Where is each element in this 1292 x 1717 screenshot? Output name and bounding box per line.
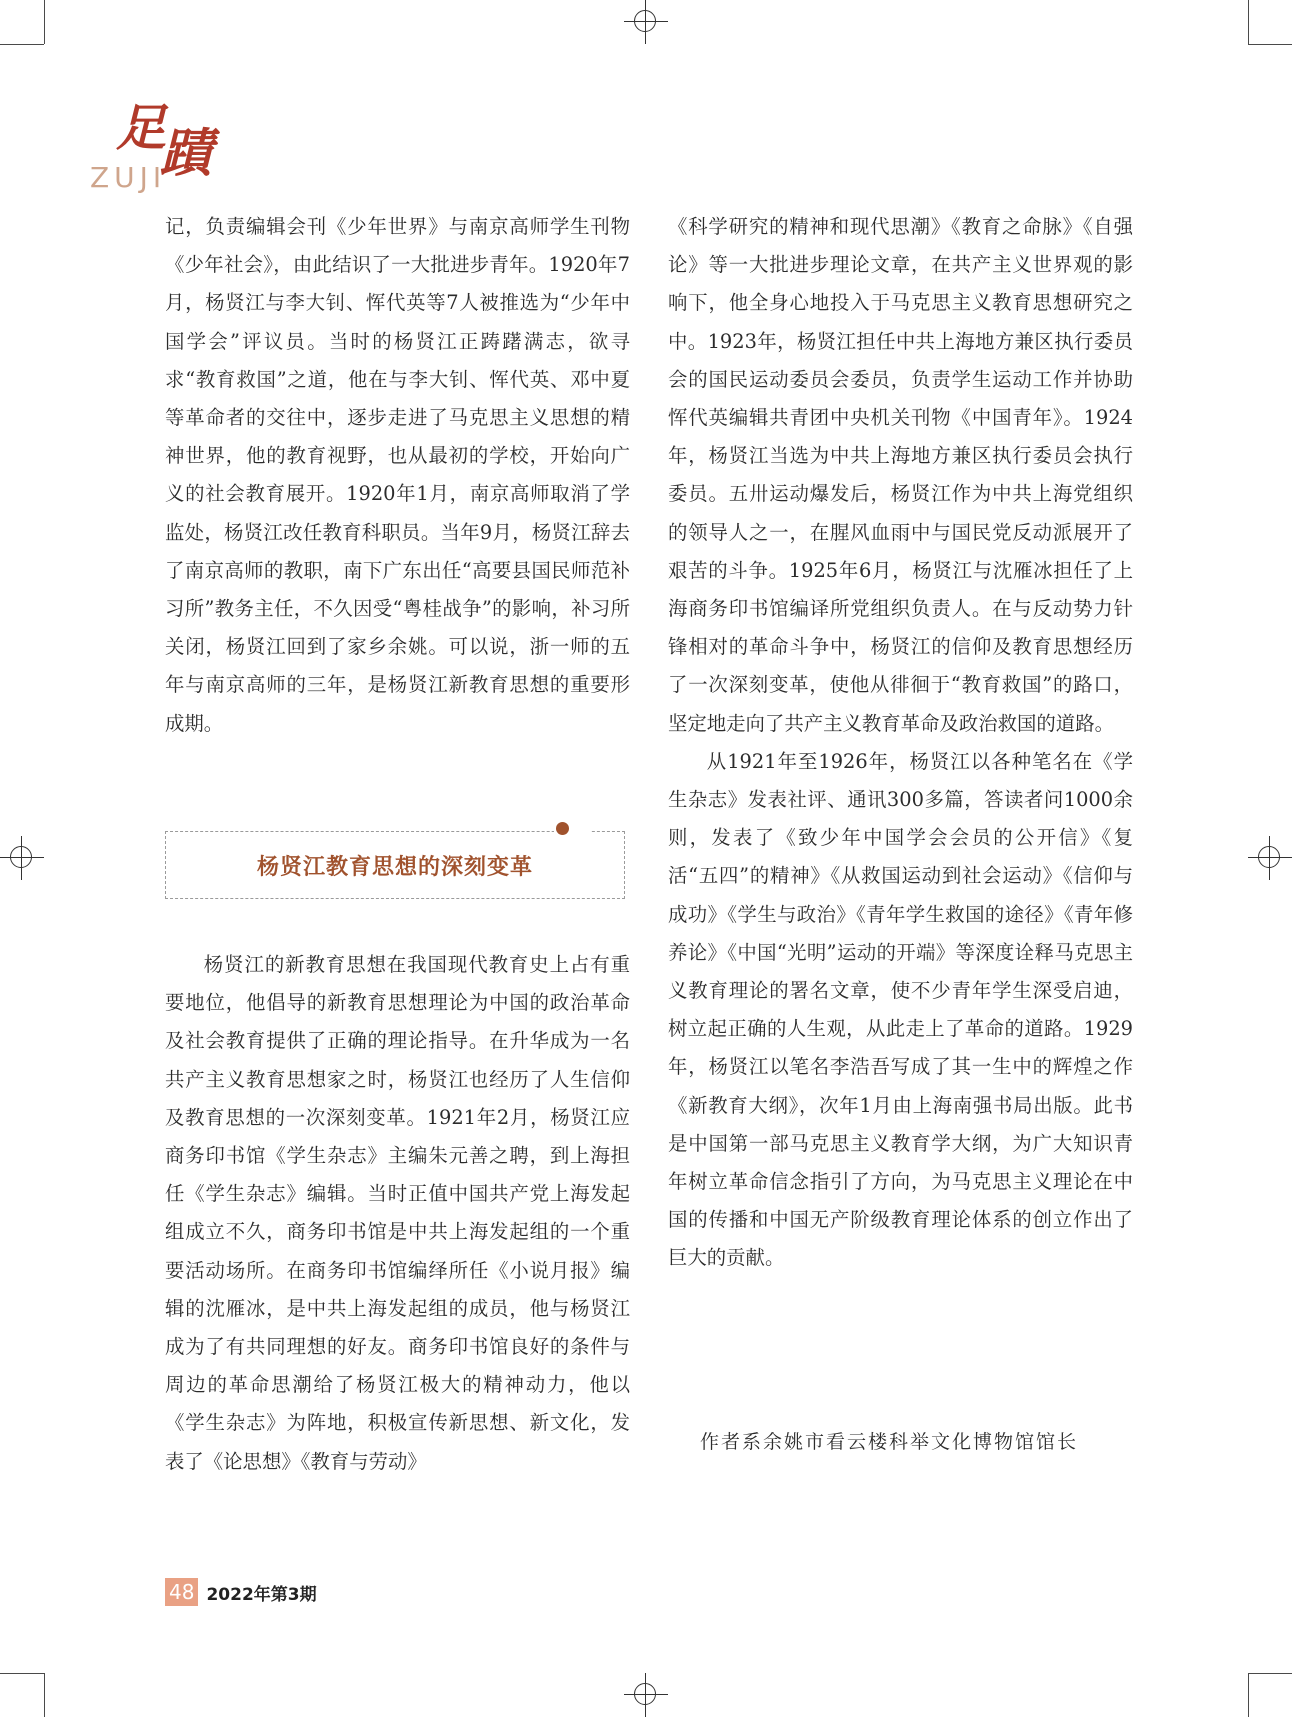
crop-mark <box>44 1673 45 1717</box>
crop-mark <box>1248 44 1292 45</box>
crop-mark <box>1248 1673 1249 1717</box>
crop-mark <box>0 1673 44 1674</box>
crop-mark <box>1248 0 1249 44</box>
logo-chinese <box>116 98 222 184</box>
left-column-bottom <box>165 946 630 1481</box>
author-note: 作者系余姚市看云楼科举文化博物馆馆长 <box>700 1431 1079 1453</box>
crop-mark <box>1248 1673 1292 1674</box>
registration-mark-left <box>0 836 44 880</box>
logo-english: ZUJI <box>90 161 167 194</box>
registration-mark-right <box>1248 836 1292 880</box>
paragraph: 从1921年至1926年，杨贤江以各种笔名在《学生杂志》发表社评、通讯300多篇，答读者问1000余则，发表了《致少年中国学会会员的公开信》《复活“五四”的精神》《从救国运动到社会运动》《信仰与成功》《学生与政治》《青年学生救国的途径》《青年修养论》《中国“光明”运动的开端》等深度诠释马克思主义教育理论的署名文章，使不少青年学生深受启迪，树立起正确的人生观，从此走上了革命的道路。1929年，杨贤江以笔名李浩吾写成了其一生中的辉煌之作《新教育大纲》，次年1月由上海南强书局出版。此书是中国第一部马克思主义教育学大纲，为广大知识青年树立革命信念指引了方向，为马克思主义理论在中国的传播和中国无产阶级教育理论体系的创立作出了巨大的贡献。 <box>668 749 1133 1270</box>
paragraph: 记，负责编辑会刊《少年世界》与南京高师学生刊物《少年社会》，由此结识了一大批进步青年。1920年7月，杨贤江与李大钊、恽代英等7人被推选为“少年中国学会”评议员。当时的杨贤江正踌躇满志，欲寻求“教育救国”之道，他在与李大钊、恽代英、邓中夏等革命者的交往中，逐步走进了马克思主义思想的精神世界，他的教育视野，也从最初的学校，开始向广义的社会教育展开。1920年1月，南京高师取消了学监处，杨贤江改任教育科职员。当年9月，杨贤江辞去了南京高师的教职，南下广东出任“高要县国民师范补习所”教务主任，不久因受“粤桂战争”的影响，补习所关闭，杨贤江回到了家乡余姚。可以说，浙一师的五年与南京高师的三年，是杨贤江新教育思想的重要形成期。 <box>165 215 630 735</box>
paragraph: 《科学研究的精神和现代思潮》《教育之命脉》《自强论》等一大批进步理论文章，在共产主义世界观的影响下，他全身心地投入于马克思主义教育思想研究之中。1923年，杨贤江担任中共上海地方兼区执行委员会的国民运动委员会委员，负责学生运动工作并协助恽代英编辑共青团中央机关刊物《中国青年》。1924年，杨贤江当选为中共上海地方兼区执行委员会执行委员。五卅运动爆发后，杨贤江作为中共上海党组织的领导人之一，在腥风血雨中与国民党反动派展开了艰苦的斗争。1925年6月，杨贤江与沈雁冰担任了上海商务印书馆编译所党组织负责人。在与反动势力针锋相对的革命斗争中，杨贤江的信仰及教育思想经历了一次深刻变革，使他从徘徊于“教育救国”的路口，坚定地走向了共产主义教育革命及政治救国的道路。 <box>668 215 1133 735</box>
left-column-top <box>165 208 630 743</box>
crop-mark <box>44 0 45 44</box>
section-logo <box>90 100 240 200</box>
heading-dot-icon <box>556 822 569 835</box>
paragraph: 杨贤江的新教育思想在我国现代教育史上占有重要地位，他倡导的新教育思想理论为中国的政治革命及社会教育提供了正确的理论指导。在升华成为一名共产主义教育思想家之时，杨贤江也经历了人生信仰及教育思想的一次深刻变革。1921年2月，杨贤江应商务印书馆《学生杂志》主编朱元善之聘，到上海担任《学生杂志》编辑。当时正值中国共产党上海发起组成立不久，商务印书馆是中共上海发起组的一个重要活动场所。在商务印书馆编绎所任《小说月报》编辑的沈雁冰，是中共上海发起组的成员，他与杨贤江成为了有共同理想的好友。商务印书馆良好的条件与周边的革命思潮给了杨贤江极大的精神动力，他以《学生杂志》为阵地，积极宣传新思想、新文化，发表了《论思想》《教育与劳动》 <box>165 953 630 1473</box>
crop-mark <box>0 44 44 45</box>
section-heading: 杨贤江教育思想的深刻变革 <box>256 855 533 880</box>
page-footer <box>165 1577 317 1607</box>
right-column <box>668 208 1133 1278</box>
registration-mark-bottom <box>624 1673 668 1717</box>
section-heading-box <box>165 831 625 899</box>
logo-char-1: 足 <box>116 98 168 157</box>
issue-label: 2022年第3期 <box>206 1584 317 1605</box>
logo-char-2: 蹟 <box>160 123 215 184</box>
page-number: 48 <box>165 1578 198 1606</box>
registration-mark-top <box>624 0 668 44</box>
